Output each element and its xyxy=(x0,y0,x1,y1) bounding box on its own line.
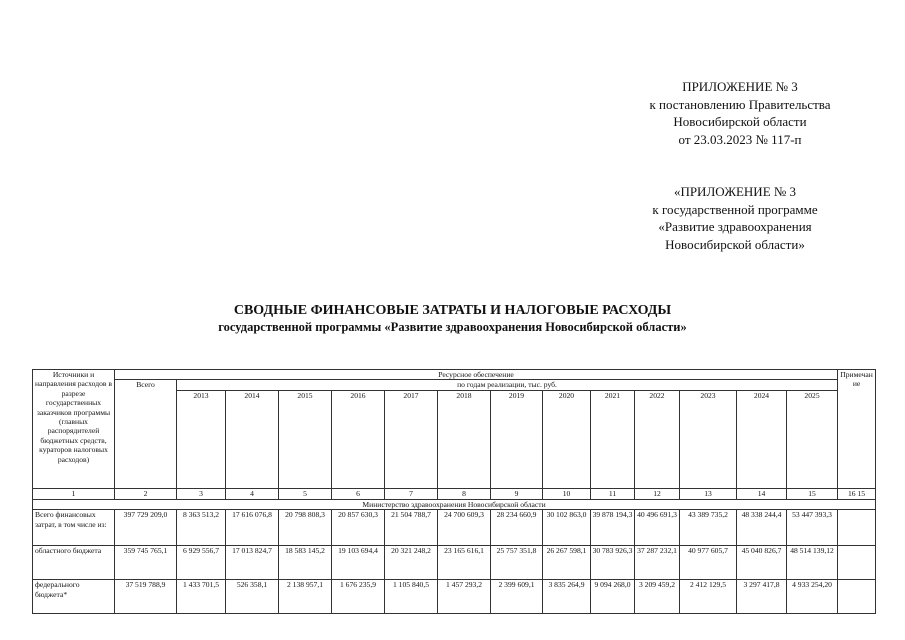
column-index: 5 xyxy=(279,488,332,499)
year-value: 40 977 605,7 xyxy=(680,546,737,580)
column-index: 14 xyxy=(737,488,787,499)
header-row xyxy=(33,370,876,380)
row-total: 359 745 765,1 xyxy=(115,546,177,580)
index-row xyxy=(33,488,876,499)
year-value: 40 496 691,3 xyxy=(635,510,680,546)
year-value: 8 363 513,2 xyxy=(177,510,226,546)
year-value: 20 798 808,3 xyxy=(279,510,332,546)
year-header: 2015 xyxy=(279,390,332,488)
column-index: 2 xyxy=(115,488,177,499)
year-value: 6 929 556,7 xyxy=(177,546,226,580)
table-row xyxy=(33,546,876,580)
header-row xyxy=(33,380,876,390)
row-label: федерального бюджета* xyxy=(33,580,115,614)
appendix-header xyxy=(610,78,870,148)
year-value: 24 700 609,3 xyxy=(438,510,491,546)
row-label: Всего финансовых затрат, в том числе из: xyxy=(33,510,115,546)
section-row xyxy=(33,499,876,509)
year-value: 19 103 694,4 xyxy=(332,546,385,580)
column-index: 4 xyxy=(226,488,279,499)
row-total: 397 729 209,0 xyxy=(115,510,177,546)
program-appendix-line: к государственной программе xyxy=(652,201,818,217)
appendix-header-line: ПРИЛОЖЕНИЕ № 3 xyxy=(682,79,798,94)
year-value: 9 094 268,0 xyxy=(591,580,635,614)
year-header: 2014 xyxy=(226,390,279,488)
year-header: 2019 xyxy=(491,390,543,488)
column-index: 11 xyxy=(591,488,635,499)
year-value: 37 287 232,1 xyxy=(635,546,680,580)
year-value: 30 783 926,3 xyxy=(591,546,635,580)
column-index: 8 xyxy=(438,488,491,499)
program-appendix-line: Новосибирской области» xyxy=(665,236,805,252)
column-index: 16 15 xyxy=(838,488,876,499)
year-value: 26 267 598,1 xyxy=(543,546,591,580)
year-header: 2025 xyxy=(787,390,838,488)
year-value: 1 105 840,5 xyxy=(385,580,438,614)
total-header: Всего xyxy=(115,380,177,488)
row-note xyxy=(838,510,876,546)
column-index: 3 xyxy=(177,488,226,499)
year-value: 48 338 244,4 xyxy=(737,510,787,546)
row-total: 37 519 788,9 xyxy=(115,580,177,614)
year-value: 45 040 826,7 xyxy=(737,546,787,580)
resource-header: Ресурсное обеспечение xyxy=(115,370,838,380)
year-value: 28 234 660,9 xyxy=(491,510,543,546)
year-value: 39 878 194,3 xyxy=(591,510,635,546)
appendix-header-line: Новосибирской области xyxy=(673,114,807,129)
appendix-header-line: от 23.03.2023 № 117-п xyxy=(678,131,802,147)
row-label: областного бюджета xyxy=(33,546,115,580)
year-header: 2021 xyxy=(591,390,635,488)
year-value: 3 209 459,2 xyxy=(635,580,680,614)
year-value: 21 504 788,7 xyxy=(385,510,438,546)
column-index: 10 xyxy=(543,488,591,499)
year-header: 2016 xyxy=(332,390,385,488)
row-note xyxy=(838,546,876,580)
column-index: 6 xyxy=(332,488,385,499)
section-title: Министерство здравоохранения Новосибирской области xyxy=(33,499,876,509)
program-appendix-header xyxy=(610,183,860,253)
year-header: 2024 xyxy=(737,390,787,488)
year-value: 3 835 264,9 xyxy=(543,580,591,614)
year-value: 18 583 145,2 xyxy=(279,546,332,580)
year-value: 2 138 957,1 xyxy=(279,580,332,614)
year-value: 1 457 293,2 xyxy=(438,580,491,614)
source-header: Источники и направления расходов в разрезе государственных заказчиков программы (главных распорядителей бюджетных средств, кураторов налоговых расходов) xyxy=(33,370,115,489)
data-body xyxy=(33,510,876,614)
column-index: 12 xyxy=(635,488,680,499)
table-row xyxy=(33,580,876,614)
year-header: 2023 xyxy=(680,390,737,488)
year-value: 17 013 824,7 xyxy=(226,546,279,580)
year-header: 2013 xyxy=(177,390,226,488)
years-header: по годам реализации, тыс. руб. xyxy=(177,380,838,390)
column-index: 9 xyxy=(491,488,543,499)
year-header: 2022 xyxy=(635,390,680,488)
document-subtitle: государственной программы «Развитие здравоохранения Новосибирской области» xyxy=(218,320,687,334)
year-value: 1 676 235,9 xyxy=(332,580,385,614)
year-value: 2 399 609,1 xyxy=(491,580,543,614)
year-value: 53 447 393,3 xyxy=(787,510,838,546)
appendix-header-line: к постановлению Правительства xyxy=(649,96,831,112)
year-value: 20 857 630,3 xyxy=(332,510,385,546)
column-index: 13 xyxy=(680,488,737,499)
column-index: 15 xyxy=(787,488,838,499)
year-value: 4 933 254,20 xyxy=(787,580,838,614)
year-header: 2020 xyxy=(543,390,591,488)
column-index: 1 xyxy=(33,488,115,499)
year-value: 2 412 129,5 xyxy=(680,580,737,614)
year-value: 23 165 616,1 xyxy=(438,546,491,580)
financial-table xyxy=(32,369,876,614)
program-appendix-line: «Развитие здравоохранения xyxy=(658,219,812,234)
year-value: 17 616 076,8 xyxy=(226,510,279,546)
column-index: 7 xyxy=(385,488,438,499)
year-value: 25 757 351,8 xyxy=(491,546,543,580)
year-value: 526 358,1 xyxy=(226,580,279,614)
year-value: 30 102 863,0 xyxy=(543,510,591,546)
year-value: 48 514 139,12 xyxy=(787,546,838,580)
year-header: 2017 xyxy=(385,390,438,488)
year-value: 1 433 701,5 xyxy=(177,580,226,614)
table-row xyxy=(33,510,876,546)
year-header: 2018 xyxy=(438,390,491,488)
year-value: 43 389 735,2 xyxy=(680,510,737,546)
document-title: СВОДНЫЕ ФИНАНСОВЫЕ ЗАТРАТЫ И НАЛОГОВЫЕ РАСХОДЫ xyxy=(233,303,672,318)
program-appendix-line: «ПРИЛОЖЕНИЕ № 3 xyxy=(673,184,797,199)
row-note xyxy=(838,580,876,614)
note-header: Примечание xyxy=(838,370,876,489)
year-value: 20 321 248,2 xyxy=(385,546,438,580)
year-value: 3 297 417,8 xyxy=(737,580,787,614)
